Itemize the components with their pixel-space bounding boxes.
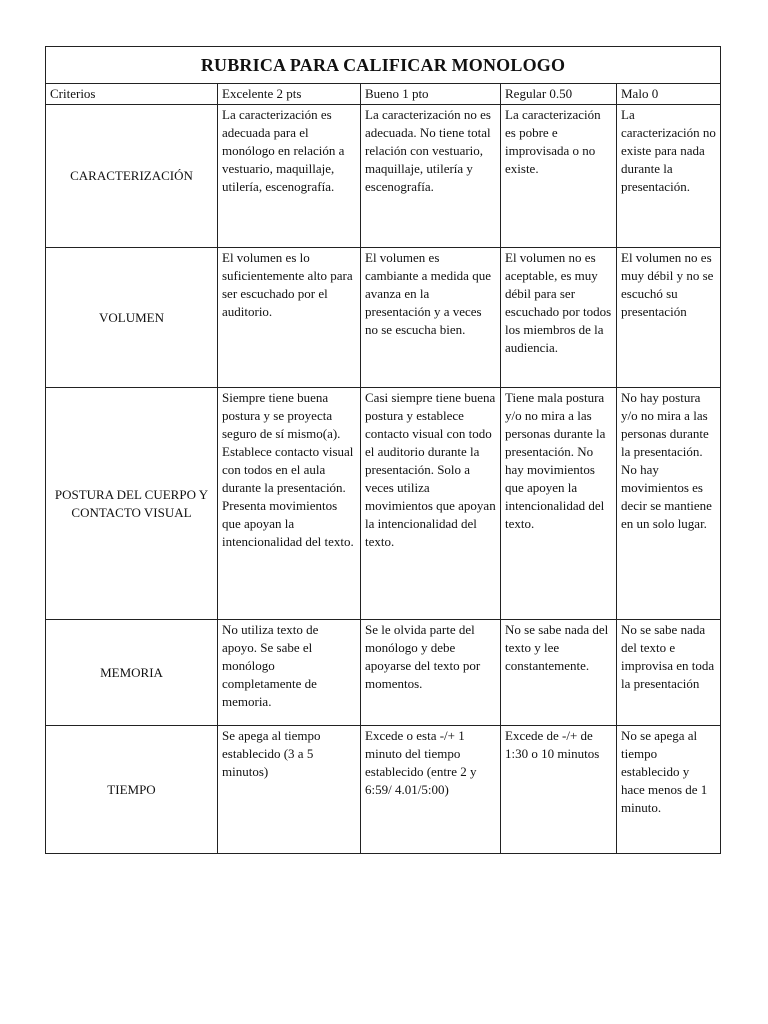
cell-postura-excelente: Siempre tiene buena postura y se proyecta seguro de sí mismo(a). Establece contacto visual con todos en el aula durante la presentación. Presenta movimientos que apoyan la intencionalidad del texto. [218,388,361,620]
row-volumen [46,248,721,388]
cell-memoria-malo: No se sabe nada del texto e improvisa en toda la presentación [617,620,721,726]
cell-memoria-regular: No se sabe nada del texto y lee constantemente. [501,620,617,726]
criterion-tiempo: TIEMPO [46,726,218,854]
row-memoria [46,620,721,726]
cell-tiempo-bueno: Excede o esta -/+ 1 minuto del tiempo establecido (entre 2 y 6:59/ 4.01/5:00) [361,726,501,854]
header-regular: Regular 0.50 [501,84,617,105]
header-row [46,84,721,105]
cell-volumen-regular: El volumen no es aceptable, es muy débil para ser escuchado por todos los miembros de la audiencia. [501,248,617,388]
header-bueno: Bueno 1 pto [361,84,501,105]
criterion-postura: POSTURA DEL CUERPO Y CONTACTO VISUAL [46,388,218,620]
header-criterios: Criterios [46,84,218,105]
header-malo: Malo 0 [617,84,721,105]
cell-volumen-bueno: El volumen es cambiante a medida que avanza en la presentación y a veces no se escucha bien. [361,248,501,388]
criterion-volumen: VOLUMEN [46,248,218,388]
cell-volumen-excelente: El volumen es lo suficientemente alto para ser escuchado por el auditorio. [218,248,361,388]
cell-memoria-bueno: Se le olvida parte del monólogo y debe apoyarse del texto por momentos. [361,620,501,726]
criterion-memoria: MEMORIA [46,620,218,726]
header-excelente: Excelente 2 pts [218,84,361,105]
cell-caracterizacion-bueno: La caracterización no es adecuada. No tiene total relación con vestuario, maquillaje, utilería y escenografía. [361,105,501,248]
row-postura [46,388,721,620]
cell-postura-malo: No hay postura y/o no mira a las personas durante la presentación. No hay movimientos es decir se mantiene en un solo lugar. [617,388,721,620]
rubric-title: RUBRICA PARA CALIFICAR MONOLOGO [46,47,721,84]
cell-volumen-malo: El volumen no es muy débil y no se escuchó su presentación [617,248,721,388]
rubric-table [45,46,721,854]
cell-tiempo-malo: No se apega al tiempo establecido y hace menos de 1 minuto. [617,726,721,854]
cell-postura-bueno: Casi siempre tiene buena postura y establece contacto visual con todo el auditorio durante la presentación. Solo a veces utiliza movimientos que apoyan la intencionalidad del texto. [361,388,501,620]
row-caracterizacion [46,105,721,248]
cell-caracterizacion-regular: La caracterización es pobre e improvisada o no existe. [501,105,617,248]
criterion-caracterizacion: CARACTERIZACIÓN [46,105,218,248]
cell-tiempo-excelente: Se apega al tiempo establecido (3 a 5 minutos) [218,726,361,854]
cell-memoria-excelente: No utiliza texto de apoyo. Se sabe el monólogo completamente de memoria. [218,620,361,726]
cell-postura-regular: Tiene mala postura y/o no mira a las personas durante la presentación. No hay movimientos que apoyen la intencionalidad del texto. [501,388,617,620]
cell-caracterizacion-excelente: La caracterización es adecuada para el monólogo en relación a vestuario, maquillaje, utilería, escenografía. [218,105,361,248]
cell-caracterizacion-malo: La caracterización no existe para nada durante la presentación. [617,105,721,248]
cell-tiempo-regular: Excede de -/+ de 1:30 o 10 minutos [501,726,617,854]
row-tiempo [46,726,721,854]
